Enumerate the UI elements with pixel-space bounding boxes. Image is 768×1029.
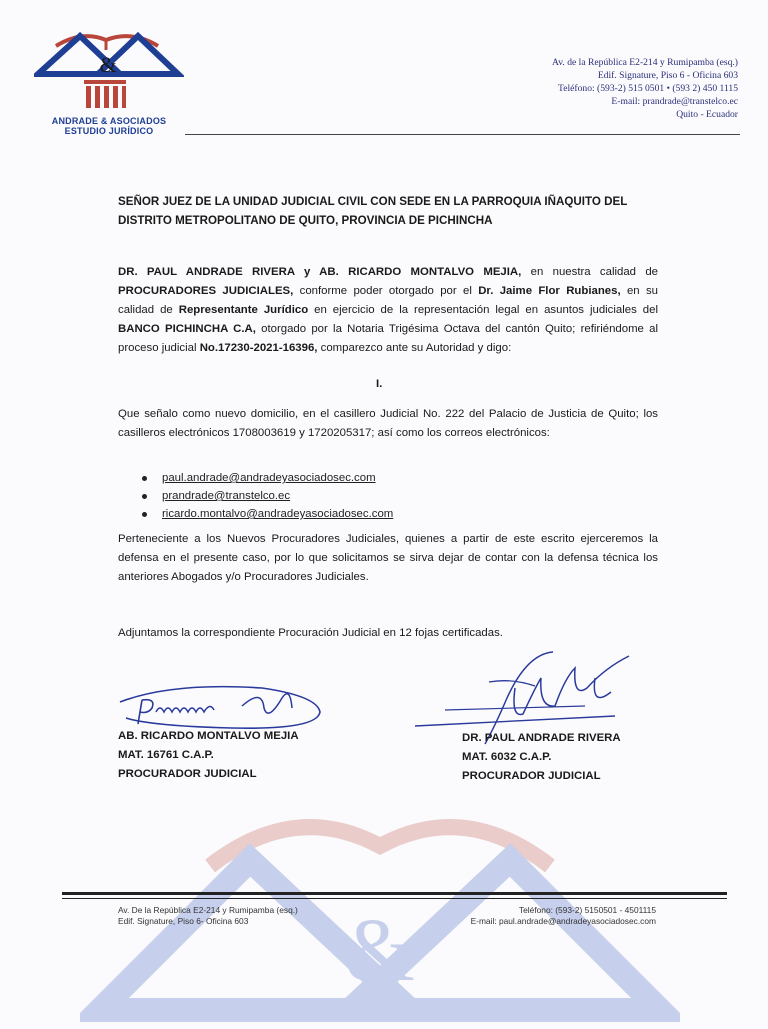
domicile-paragraph: Que señalo como nuevo domicilio, en el casillero Judicial No. 222 del Palacio de Justicia de Quito; los casilleros electrónicos 1708003619 y 1720205317; así como los correos electrónicos: [118,408,658,439]
capacity: Representante Jurídico [178,304,309,316]
contact-phone: Teléfono: (593-2) 515 0501 • (593 2) 450 1115 [558,83,738,94]
intro-text: conforme poder otorgado por el [293,285,479,297]
signature-block-right [462,729,621,786]
addressee-line1: SEÑOR JUEZ DE LA UNIDAD JUDICIAL CIVIL CON SEDE EN LA PARROQUIA IÑAQUITO DEL [118,195,628,208]
footer-address-line2: Edif. Signature, Piso 6- Oficina 603 [118,916,249,926]
section-numeral: I. [376,378,383,390]
firm-name-line2: ESTUDIO JURÍDICO [64,126,154,136]
watermark-ampersand: & [344,901,416,1000]
email-link[interactable]: prandrade@transtelco.ec [162,490,291,502]
intro-text: en su calidad de [118,285,658,316]
bank-name: BANCO PICHINCHA C.A, [118,323,256,335]
email-list [140,469,393,523]
footer-contact [471,905,656,927]
list-item [140,469,393,487]
appearing-names: DR. PAUL ANDRADE RIVERA y AB. RICARDO MONTALVO MEJIA, [118,266,522,278]
signer-registration: MAT. 6032 C.A.P. [462,751,552,763]
contact-building: Edif. Signature, Piso 6 - Oficina 603 [597,70,738,81]
footer-phone: Teléfono: (593-2) 5150501 - 4501115 [518,905,656,915]
footer-divider-thick [62,892,727,895]
intro-text: otorgado por la Notaria Trigésima Octava del cantón Quito; refiriéndome al proceso judicial [118,323,658,354]
case-number: No.17230-2021-16396, [199,342,318,354]
footer-address [118,905,298,927]
contact-address: Av. de la República E2-214 y Rumipamba (esq.) [552,57,738,68]
list-item [140,505,393,523]
footer-email: E-mail: paul.andrade@andradeyasociadosec.com [470,916,656,926]
intro-text: en nuestra calidad de [521,266,658,278]
intro-text: comparezco ante su Autoridad y digo: [317,342,512,354]
signature-block-left [118,727,299,784]
email-link[interactable]: paul.andrade@andradeyasociadosec.com [162,472,376,484]
signer-registration: MAT. 16761 C.A.P. [118,749,214,761]
intro-text: en ejercicio de la representación legal en asuntos judiciales del [308,304,658,316]
defense-paragraph: Perteneciente a los Nuevos Procuradores Judiciales, quienes a partir de este escrito ejerceremos la defensa en el presente caso, por lo que solicitamos se sirva dejar de contar con la defensa técnica los anteriores Abogados y/o Procuradores Judiciales. [118,533,658,583]
list-item [140,487,393,505]
addressee [118,192,663,230]
signer-title: PROCURADOR JUDICIAL [462,770,601,782]
footer-divider-thin [62,898,727,899]
header-divider [185,134,740,135]
signer-name: DR. PAUL ANDRADE RIVERA [462,732,621,744]
role: PROCURADORES JUDICIALES, [118,285,294,297]
grantor: Dr. Jaime Flor Rubianes, [478,285,621,297]
email-link[interactable]: ricardo.montalvo@andradeyasociadosec.com [162,508,394,520]
firm-name [34,116,184,136]
letterhead-contact [552,56,738,121]
addressee-line2: DISTRITO METROPOLITANO DE QUITO, PROVINCIA DE PICHINCHA [118,214,493,227]
contact-email: E-mail: prandrade@transtelco.ec [611,96,738,107]
contact-city: Quito - Ecuador [676,109,738,120]
logo-ampersand: & [99,52,117,77]
attachment-paragraph: Adjuntamos la correspondiente Procuración Judicial en 12 fojas certificadas. [118,627,503,639]
footer-address-line1: Av. De la República E2-214 y Rumipamba (esq.) [118,905,298,915]
intro-paragraph [118,263,658,358]
signer-title: PROCURADOR JUDICIAL [118,768,257,780]
signer-name: AB. RICARDO MONTALVO MEJIA [118,730,299,742]
firm-name-line1: ANDRADE & ASOCIADOS [51,116,167,126]
